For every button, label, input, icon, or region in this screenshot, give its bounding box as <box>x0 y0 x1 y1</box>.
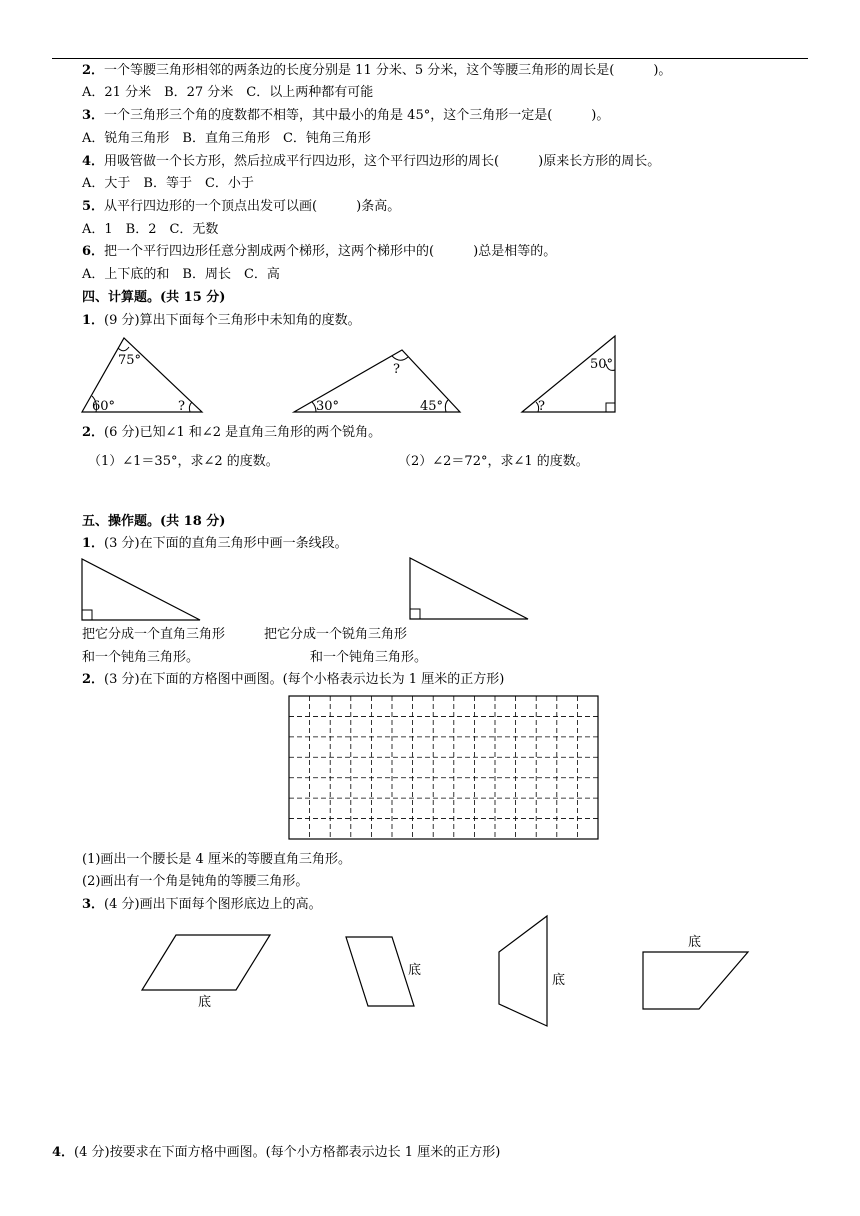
shape-outline <box>643 952 748 1009</box>
right-triangle-figure-2 <box>408 556 532 622</box>
angle-arc <box>189 402 192 412</box>
angle-label-right: ? <box>178 399 185 414</box>
base-label: 底 <box>552 973 566 988</box>
parallelogram-figure-1 <box>140 930 274 1012</box>
section-5-question-1 <box>82 536 348 552</box>
angle-label-left: ? <box>538 399 545 414</box>
question-stem: (3 分)在下面的方格图中画图。(每个小格表示边长为 1 厘米的正方形) <box>104 672 505 687</box>
angle-label-right: 45° <box>420 399 444 414</box>
section-4-question-1 <box>82 313 361 329</box>
grid-border <box>289 696 598 839</box>
right-angle-mark <box>606 403 615 412</box>
caption-1-line-1: 把它分成一个直角三角形 <box>82 627 226 642</box>
triangle-figure-3 <box>518 332 622 416</box>
question-number: 3． <box>82 897 105 912</box>
angle-label-top: 75° <box>118 353 142 368</box>
shape-outline <box>346 937 414 1006</box>
question-number: 4． <box>82 154 105 169</box>
square-grid <box>288 695 600 841</box>
caption-1-line-2: 和一个钝角三角形。 <box>82 650 200 665</box>
trapezoid-figure-1 <box>496 914 576 1028</box>
question-number: 2． <box>82 63 105 78</box>
question-stem: (9 分)算出下面每个三角形中未知角的度数。 <box>104 313 361 328</box>
question-number: 5． <box>82 199 105 214</box>
question-number: 3． <box>82 108 105 123</box>
angle-label-top: 50° <box>590 357 614 372</box>
triangle-outline <box>410 558 528 619</box>
triangle-outline <box>82 559 200 620</box>
section-5-question-3 <box>82 897 322 913</box>
right-angle-mark <box>82 610 92 620</box>
header-rule <box>52 58 808 59</box>
question-5 <box>82 199 400 215</box>
question-4-options: A．大于 B．等于 C．小于 <box>82 176 254 191</box>
caption-2-line-1: 把它分成一个锐角三角形 <box>264 627 408 642</box>
question-number: 2． <box>82 672 105 687</box>
right-triangle-figure-1 <box>80 557 204 623</box>
base-label: 底 <box>408 963 422 978</box>
base-label: 底 <box>198 995 212 1010</box>
question-stem: 一个三角形三个角的度数都不相等，其中最小的角是 45°，这个三角形一定是( )。 <box>104 108 610 123</box>
sub-question-2: （2）∠2＝72°，求∠1 的度数。 <box>398 454 589 469</box>
question-stem: (6 分)已知∠1 和∠2 是直角三角形的两个锐角。 <box>104 425 382 440</box>
angle-label-left: 60° <box>92 399 116 414</box>
grid-task-2: (2)画出有一个角是钝角的等腰三角形。 <box>82 874 309 889</box>
question-2 <box>82 63 671 79</box>
shape-outline <box>142 935 270 990</box>
question-3 <box>82 108 609 124</box>
question-6 <box>82 244 556 260</box>
triangle-figure-2 <box>290 346 465 416</box>
triangle-figure-1 <box>78 334 208 416</box>
trapezoid-figure-2 <box>640 930 752 1012</box>
section-5-question-2 <box>82 672 504 688</box>
section-5-title: 五、操作题。(共 18 分) <box>82 514 226 529</box>
angle-arc <box>118 347 129 351</box>
right-angle-mark <box>410 609 420 619</box>
question-4 <box>82 154 660 170</box>
question-stem: 用吸管做一个长方形，然后拉成平行四边形，这个平行四边形的周长( )原来长方形的周长。 <box>104 154 661 169</box>
question-stem: 把一个平行四边形任意分割成两个梯形，这两个梯形中的( )总是相等的。 <box>104 244 557 259</box>
question-stem: 从平行四边形的一个顶点出发可以画( )条高。 <box>104 199 401 214</box>
shape-outline <box>499 916 547 1026</box>
question-stem: (4 分)按要求在下面方格中画图。(每个小方格都表示边长 1 厘米的正方形) <box>74 1145 501 1160</box>
question-stem: (4 分)画出下面每个图形底边上的高。 <box>104 897 322 912</box>
angle-label-left: 30° <box>316 399 340 414</box>
section-4-question-2 <box>82 425 381 441</box>
question-3-options: A．锐角三角形 B．直角三角形 C．钝角三角形 <box>82 131 371 146</box>
section-4-title: 四、计算题。(共 15 分) <box>82 290 226 305</box>
question-stem: 一个等腰三角形相邻的两条边的长度分别是 11 分米、5 分米，这个等腰三角形的周长是( )。 <box>104 63 672 78</box>
angle-arc <box>392 356 408 360</box>
question-number: 1． <box>82 536 105 551</box>
angle-arc <box>445 400 448 412</box>
question-number: 4． <box>52 1145 75 1160</box>
triangle-outline <box>522 336 615 412</box>
section-5-question-4 <box>52 1145 500 1161</box>
question-number: 1． <box>82 313 105 328</box>
question-stem: (3 分)在下面的直角三角形中画一条线段。 <box>104 536 348 551</box>
base-label: 底 <box>688 935 702 950</box>
question-2-options: A．21 分米 B．27 分米 C．以上两种都有可能 <box>82 85 374 100</box>
grid-task-1: (1)画出一个腰长是 4 厘米的等腰直角三角形。 <box>82 852 351 867</box>
angle-label-top: ? <box>393 362 400 377</box>
sub-question-1: （1）∠1＝35°，求∠2 的度数。 <box>88 454 279 469</box>
question-number: 6． <box>82 244 105 259</box>
question-5-options: A．1 B．2 C．无数 <box>82 222 219 237</box>
parallelogram-figure-2 <box>342 934 432 1008</box>
question-6-options: A．上下底的和 B．周长 C．高 <box>82 267 280 282</box>
question-number: 2． <box>82 425 105 440</box>
caption-2-line-2: 和一个钝角三角形。 <box>310 650 428 665</box>
